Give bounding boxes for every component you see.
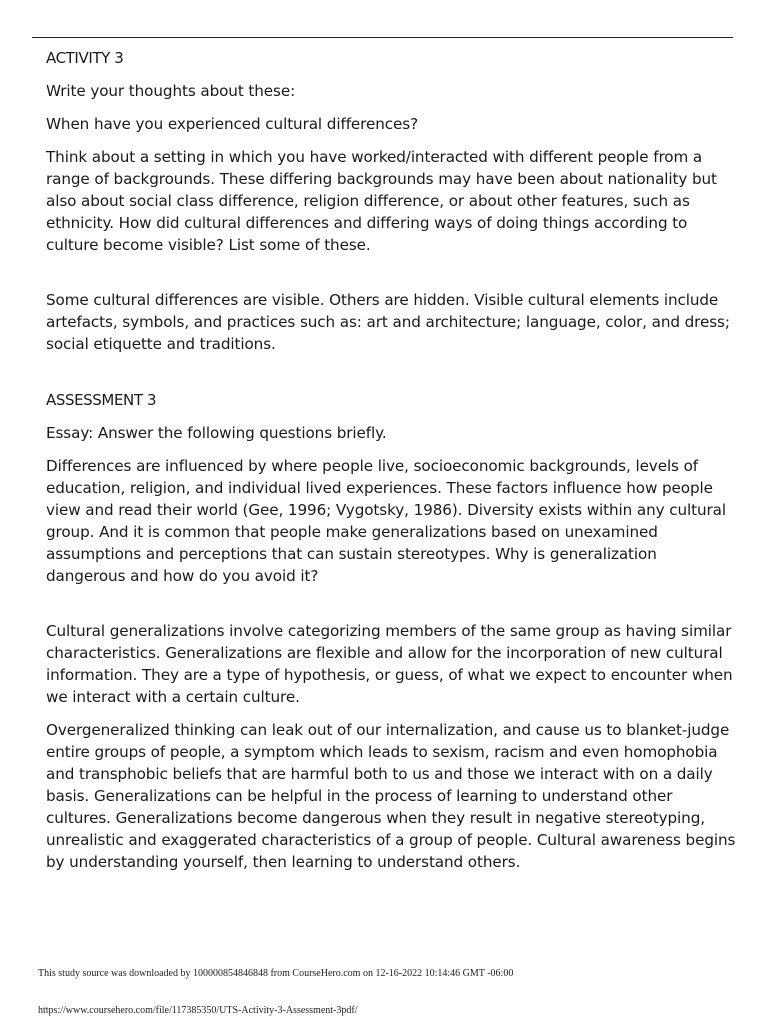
assessment-prompt: Differences are influenced by where people live, socioeconomic backgrounds, levels of education, religion, and individual lived experiences. These factors influence how people view and read their world (Gee, 1996; Vygotsky, 1986). Diversity exists within any cultural group. And it is common that people make generalizations based on unexamined assumptions and perceptions that can sustain stereotypes. Why is generalization dangerous and how do you avoid it? [46,457,726,585]
document-body [46,44,736,873]
assessment-answer-paragraph: Cultural generalizations involve categorizing members of the same group as having similar characteristics. Generalizations are flexible and allow for the incorporation of new cultural information. They are a type of hypothesis, or guess, of what we expect to encounter when we interact with a certain culture. [46,622,733,706]
assessment-heading: ASSESSMENT 3 [46,391,157,409]
top-divider [32,37,733,38]
activity-instruction: Write your thoughts about these: [46,82,296,100]
activity-prompt: Think about a setting in which you have worked/interacted with different people from a range of backgrounds. These differing backgrounds may have been about nationality but also about social class difference, religion difference, or about other features, such as ethnicity. How did cultural differences and differing ways of doing things according to culture become visible? List some of these. [46,148,717,254]
activity-heading: ACTIVITY 3 [46,49,124,67]
activity-answer: Some cultural differences are visible. Others are hidden. Visible cultural elements include artefacts, symbols, and practices such as: art and architecture; language, color, and dress; social etiquette and traditions. [46,291,730,353]
download-source-note: This study source was downloaded by 100000854846848 from CourseHero.com on 12-16-2022 10:14:46 GMT -06:00 [38,968,514,979]
source-url[interactable]: https://www.coursehero.com/file/117385350/UTS-Activity-3-Assessment-3pdf/ [38,1005,358,1016]
assessment-answer-paragraph: Overgeneralized thinking can leak out of our internalization, and cause us to blanket-judge entire groups of people, a symptom which leads to sexism, racism and even homophobia and transphobic beliefs that are harmful both to us and those we interact with on a daily basis. Generalizations can be helpful in the process of learning to understand other cultures. Generalizations become dangerous when they result in negative stereotyping, unrealistic and exaggerated characteristics of a group of people. Cultural awareness begins by understanding yourself, then learning to understand others. [46,721,736,871]
assessment-instruction: Essay: Answer the following questions briefly. [46,424,387,442]
activity-question: When have you experienced cultural differences? [46,115,419,133]
